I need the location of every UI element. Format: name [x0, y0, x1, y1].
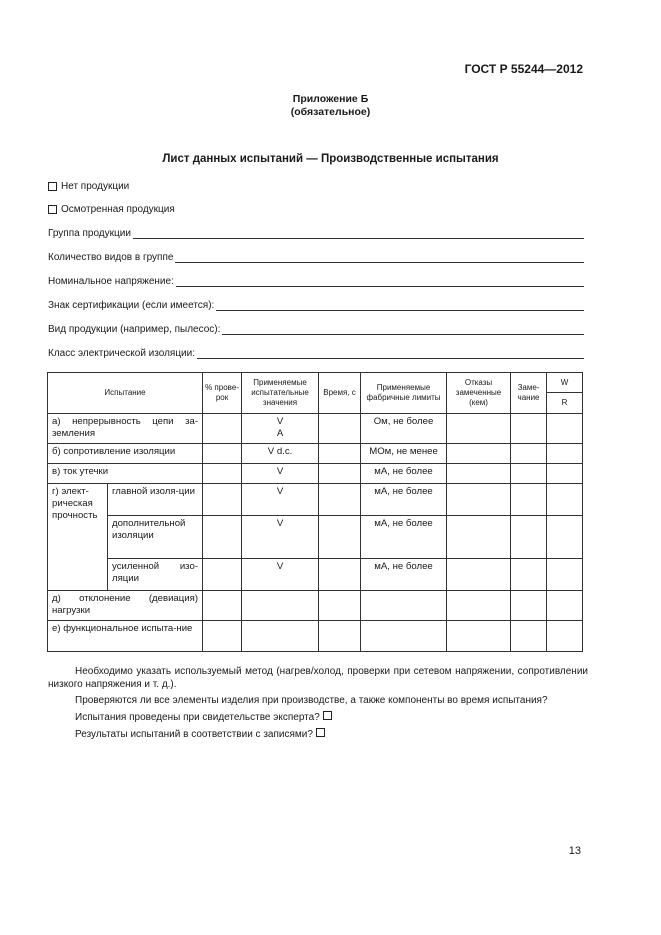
- header-r: R: [547, 393, 583, 413]
- table-row: [48, 443, 583, 463]
- header-applied-values: Применяемые испытательные значения: [242, 373, 319, 414]
- header-remark: Заме-чание: [511, 373, 547, 414]
- annex-title: Приложение Б: [292, 93, 369, 105]
- table-cell[interactable]: [319, 558, 361, 590]
- applied-value-cell: V: [242, 484, 319, 516]
- applied-value-cell: V: [242, 463, 319, 483]
- table-cell[interactable]: [447, 484, 511, 516]
- limit-cell: мА, не более: [361, 484, 447, 516]
- field-label: Количество видов в группе: [48, 252, 174, 263]
- table-cell[interactable]: [319, 484, 361, 516]
- table-cell[interactable]: [511, 413, 547, 443]
- table-cell[interactable]: [547, 621, 583, 652]
- field-product-group[interactable]: [48, 228, 584, 239]
- table-cell[interactable]: [361, 621, 447, 652]
- table-cell[interactable]: [447, 443, 511, 463]
- field-label: Знак сертификации (если имеется):: [48, 300, 215, 311]
- test-name-cell: в) ток утечки: [48, 463, 203, 483]
- table-row: [48, 516, 583, 559]
- note-method: Необходимо указать используемый метод (нагрев/холод, проверки при сетевом напряжении, сопротивлении низкого напряжения и т. д.).: [48, 666, 588, 690]
- header-factory-limits: Применяемые фабричные лимиты: [361, 373, 447, 414]
- applied-value-cell: V d.c.: [242, 443, 319, 463]
- checkbox-box[interactable]: [48, 182, 57, 191]
- table-cell[interactable]: [203, 463, 242, 483]
- page-number: 13: [568, 845, 581, 857]
- test-name-cell: главной изоля-ции: [108, 484, 203, 516]
- table-cell[interactable]: [511, 443, 547, 463]
- header-percent: % прове-рок: [203, 373, 242, 414]
- table-cell[interactable]: [203, 413, 242, 443]
- table-row: [48, 413, 583, 443]
- table-cell[interactable]: [319, 590, 361, 621]
- table-cell[interactable]: [319, 621, 361, 652]
- field-line[interactable]: [175, 252, 584, 263]
- table-cell[interactable]: [511, 484, 547, 516]
- table-cell[interactable]: [547, 413, 583, 443]
- table-cell[interactable]: [511, 516, 547, 559]
- checkbox-no-products[interactable]: [48, 181, 129, 192]
- table-row: [48, 590, 583, 621]
- limit-cell: мА, не более: [361, 463, 447, 483]
- test-name-cell: б) сопротивление изоляции: [48, 443, 203, 463]
- note-question-1: Проверяются ли все элементы изделия при производстве, а также компоненты во время испытания?: [75, 695, 548, 706]
- table-cell[interactable]: [319, 516, 361, 559]
- note-question-2: Испытания проведены при свидетельстве эксперта?: [48, 711, 588, 724]
- table-cell[interactable]: [203, 558, 242, 590]
- table-cell[interactable]: [319, 443, 361, 463]
- test-name-cell: е) функциональное испыта-ние: [48, 621, 203, 652]
- limit-cell: МОм, не менее: [361, 443, 447, 463]
- field-rated-voltage[interactable]: [48, 276, 584, 287]
- notes-section: [48, 665, 588, 741]
- field-label: Класс электрической изоляции:: [48, 348, 196, 359]
- limit-cell: мА, не более: [361, 516, 447, 559]
- table-row: [48, 484, 583, 516]
- field-label: Номинальное напряжение:: [48, 276, 174, 287]
- test-name-cell: д) отклонение (девиация) нагрузки: [48, 590, 203, 621]
- annex-status: (обязательное): [290, 106, 371, 118]
- header-test: Испытание: [48, 373, 203, 414]
- table-cell[interactable]: [361, 590, 447, 621]
- table-cell[interactable]: [319, 413, 361, 443]
- table-row: [48, 558, 583, 590]
- table-cell[interactable]: [511, 463, 547, 483]
- standard-designation: ГОСТ Р 55244—2012: [464, 62, 583, 76]
- test-name-cell: усиленной изо-ляции: [108, 558, 203, 590]
- limit-cell: мА, не более: [361, 558, 447, 590]
- table-cell[interactable]: [547, 484, 583, 516]
- applied-value-cell: V A: [242, 413, 319, 443]
- table-cell[interactable]: [447, 516, 511, 559]
- test-name-cell: а) непрерывность цепи за-земления: [48, 413, 203, 443]
- test-group-cell: г) элект-рическая прочность: [48, 484, 108, 590]
- field-line[interactable]: [222, 324, 584, 335]
- table-cell[interactable]: [447, 621, 511, 652]
- field-product-kind[interactable]: [48, 324, 584, 335]
- field-line[interactable]: [197, 348, 584, 359]
- table-cell[interactable]: [447, 463, 511, 483]
- table-cell[interactable]: [547, 463, 583, 483]
- table-cell[interactable]: [203, 443, 242, 463]
- table-cell[interactable]: [547, 443, 583, 463]
- applied-value-cell: V: [242, 558, 319, 590]
- table-cell[interactable]: [319, 463, 361, 483]
- table-cell[interactable]: [511, 590, 547, 621]
- checkbox-inspected-products[interactable]: [48, 204, 175, 215]
- header-failures: Отказы замеченные (кем): [447, 373, 511, 414]
- table-cell[interactable]: [447, 590, 511, 621]
- test-data-table: [47, 372, 583, 652]
- table-cell[interactable]: [203, 621, 242, 652]
- checkbox-label: Осмотренная продукция: [61, 204, 175, 215]
- applied-value-cell: V: [242, 516, 319, 559]
- checkbox-box[interactable]: [323, 711, 332, 720]
- checkbox-box[interactable]: [316, 728, 325, 737]
- checkbox-box[interactable]: [48, 205, 57, 214]
- field-line[interactable]: [176, 276, 584, 287]
- table-cell[interactable]: [447, 558, 511, 590]
- table-cell[interactable]: [242, 621, 319, 652]
- field-line[interactable]: [133, 228, 584, 239]
- field-label: Группа продукции: [48, 228, 131, 239]
- note-question-3: Результаты испытаний в соответствии с записями?: [48, 728, 588, 741]
- table-cell[interactable]: [547, 516, 583, 559]
- table-cell[interactable]: [547, 590, 583, 621]
- table-cell[interactable]: [203, 484, 242, 516]
- table-cell[interactable]: [203, 590, 242, 621]
- header-w: W: [547, 373, 583, 393]
- field-insulation-class[interactable]: [48, 348, 584, 359]
- table-cell[interactable]: [242, 590, 319, 621]
- test-name-cell: дополнительной изоляции: [108, 516, 203, 559]
- field-line[interactable]: [216, 300, 584, 311]
- table-cell[interactable]: [511, 558, 547, 590]
- field-label: Вид продукции (например, пылесос):: [48, 324, 221, 335]
- header-time: Время, с: [319, 373, 361, 414]
- table-cell[interactable]: [547, 558, 583, 590]
- field-certification-mark[interactable]: [48, 300, 584, 311]
- field-types-count[interactable]: [48, 252, 584, 263]
- table-cell[interactable]: [511, 621, 547, 652]
- table-row: [48, 621, 583, 652]
- checkbox-label: Нет продукции: [61, 181, 130, 192]
- document-title: Лист данных испытаний — Производственные испытания: [162, 153, 499, 165]
- table-row: [48, 463, 583, 483]
- limit-cell: Ом, не более: [361, 413, 447, 443]
- table-cell[interactable]: [447, 413, 511, 443]
- table-cell[interactable]: [203, 516, 242, 559]
